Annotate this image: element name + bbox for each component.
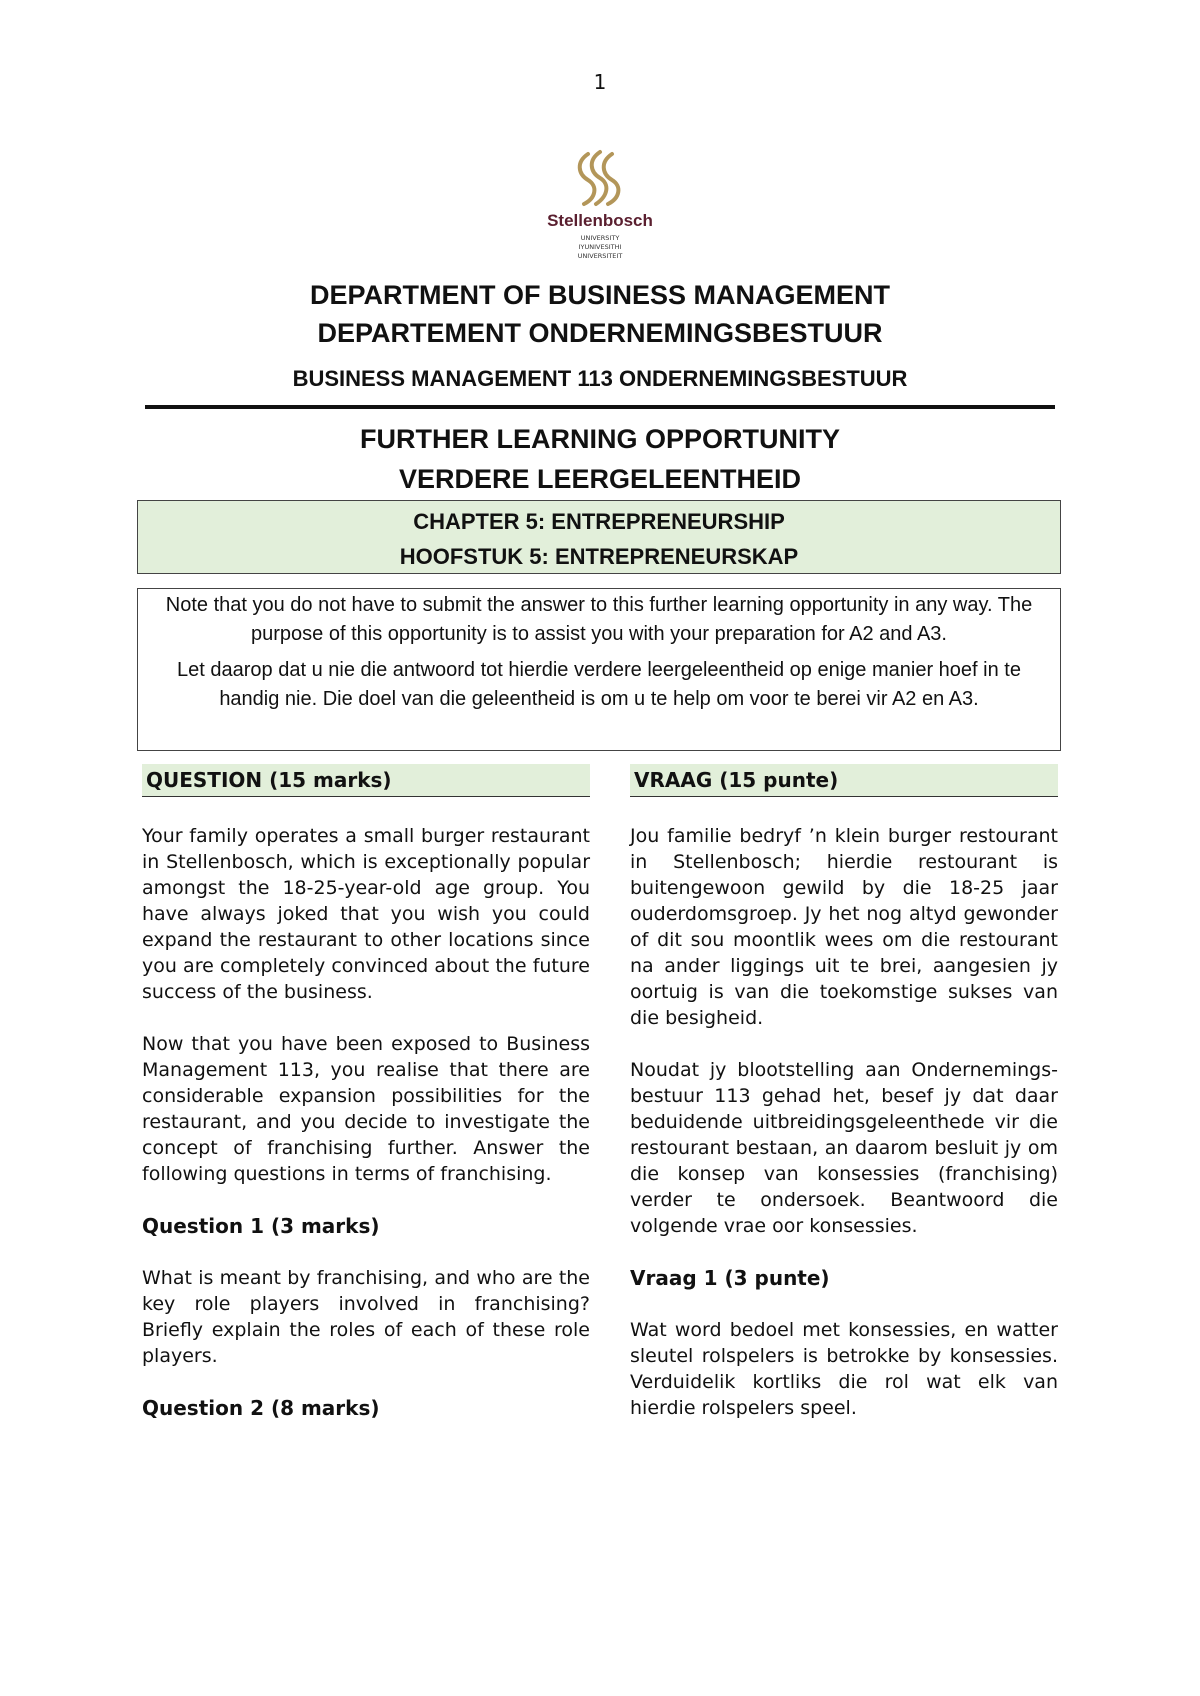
university-logo [540, 148, 660, 268]
question-2-title: Question 2 (8 marks) [142, 1396, 380, 1420]
department-title-en: DEPARTMENT OF BUSINESS MANAGEMENT [309, 280, 890, 310]
scenario-paragraph-2: Now that you have been exposed to Business Management 113, you realise that there are considerable expansion possibilities for the restaurant, and you decide to investigate the concept of franchising further. Answer the following questions in terms of franchising. [142, 1033, 590, 1185]
svg-text:Stellenbosch: Stellenbosch [547, 211, 653, 230]
note-text-af: Let daarop dat u nie die antwoord tot hierdie verdere leergeleentheid op enige manier hoef in te handig nie. Die doel van die geleentheid is om u te help om voor te berei vir A2 en A3. [177, 659, 1021, 710]
note-box [137, 588, 1061, 751]
svg-text:UNIVERSITEIT: UNIVERSITEIT [577, 252, 623, 260]
scenario-paragraph-af-2: Noudat jy blootstelling aan Ondernemings-bestuur 113 gehad het, besef jy dat daar beduidende uitbreidingsgeleenthede vir die restourant bestaan, an daarom besluit jy om die konsep van konsessies (franchising) verder te ondersoek. Beantwoord die volgende vrae oor konsessies. [630, 1059, 1058, 1237]
vraag-1-title: Vraag 1 (3 punte) [630, 1266, 830, 1290]
question-1-title: Question 1 (3 marks) [142, 1214, 380, 1238]
question-1-text: What is meant by franchising, and who are the key role players involved in franchising? Briefly explain the roles of each of these role players. [142, 1267, 590, 1367]
department-title-af: DEPARTEMENT ONDERNEMINGSBESTUUR [317, 318, 883, 348]
afrikaans-column [630, 764, 1058, 1447]
question-header: QUESTION (15 marks) [142, 764, 590, 797]
note-text-en: Note that you do not have to submit the answer to this further learning opportunity in any way. The purpose of this opportunity is to assist you with your preparation for A2 and A3. [165, 594, 1033, 645]
course-title: BUSINESS MANAGEMENT 113 ONDERNEMINGSBESTUUR [292, 366, 908, 391]
english-column [142, 764, 590, 1447]
opportunity-title-en: FURTHER LEARNING OPPORTUNITY [359, 424, 840, 454]
header-divider [145, 405, 1055, 409]
chapter-title-en: CHAPTER 5: ENTREPRENEURSHIP [413, 509, 785, 534]
page-number: 1 [593, 70, 607, 94]
stellenbosch-emblem-icon [540, 148, 660, 268]
scenario-paragraph-1: Your family operates a small burger restaurant in Stellenbosch, which is exceptionally popular amongst the 18-25-year-old age group. You have always joked that you wish you could expand the restaurant to other locations since you are completely convinced about the future success of the business. [142, 825, 590, 1003]
opportunity-title-af: VERDERE LEERGELEENTHEID [398, 464, 802, 494]
svg-text:IYUNIVESITHI: IYUNIVESITHI [578, 243, 622, 251]
chapter-title-af: HOOFSTUK 5: ENTREPRENEURSKAP [399, 544, 799, 569]
vraag-1-text: Wat word bedoel met konsessies, en watter sleutel rolspelers is betrokke by konsessies. Verduidelik kortliks die rol wat elk van hierdie rolspelers speel. [630, 1319, 1058, 1419]
chapter-box [137, 500, 1061, 574]
scenario-paragraph-af-1: Jou familie bedryf ’n klein burger restourant in Stellenbosch; hierdie restourant is buitengewoon gewild by die 18-25 jaar ouderdomsgroep. Jy het nog altyd gewonder of dit sou moontlik wees om die restourant na ander liggings uit te brei, aangesien jy oortuig is van die toekomstige sukses van die besigheid. [630, 825, 1058, 1029]
svg-text:UNIVERSITY: UNIVERSITY [580, 234, 620, 242]
vraag-header: VRAAG (15 punte) [630, 764, 1058, 797]
